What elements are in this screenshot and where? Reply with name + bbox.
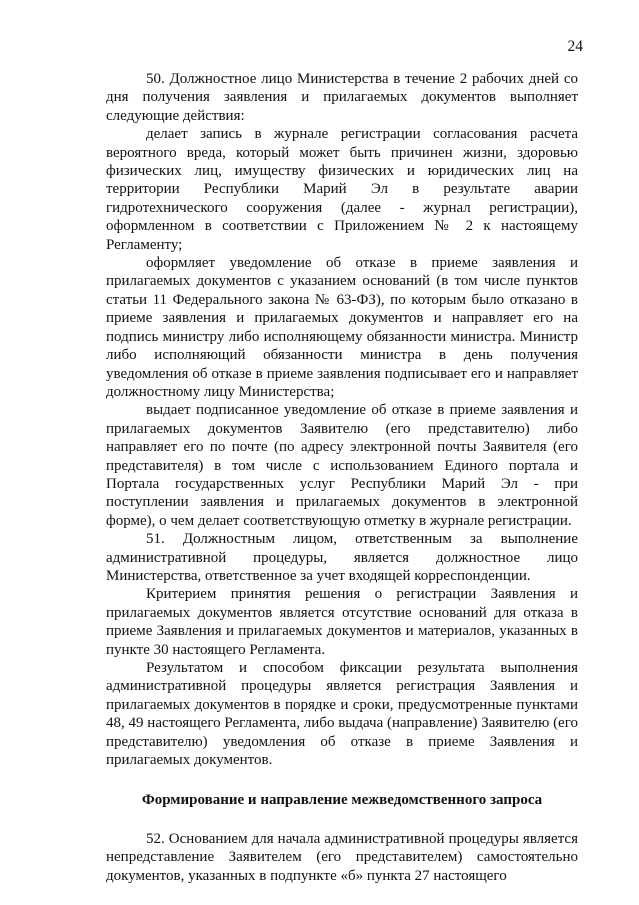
paragraph-action-refusal-notice: оформляет уведомление об отказе в приеме заявления и прилагаемых документов с указанием оснований (в том числе пунктов статьи 11 Федерального закона № 63-ФЗ), по которым было отказано в приеме заявления и прилагаемых документов и направляет его на подпись министру либо исполняющему обязанности министра. Министр либо исполняющий обязанности министра в день получения уведомления об отказе в приеме заявления подписывает его и направляет должностному лицу Министерства; <box>106 255 578 400</box>
paragraph-action-register: делает запись в журнале регистрации согласования расчета вероятного вреда, который может быть причинен жизни, здоровью физических лиц, имуществу физических и юридических лиц на территории Республики Марий Эл в результате аварии гидротехнического сооружения (далее - журнал регистрации), оформленном в соответствии с Приложением № 2 к настоящему Регламенту; <box>106 126 578 253</box>
page-content <box>106 70 578 885</box>
paragraph-decision-criterion: Критерием принятия решения о регистрации Заявления и прилагаемых документов является отсутствие оснований для отказа в приеме Заявления и прилагаемых документов и материалов, указанных в пункте 30 настоящего Регламента. <box>106 586 578 658</box>
paragraph-50: 50. Должностное лицо Министерства в течение 2 рабочих дней со дня получения заявления и прилагаемых документов выполняет следующие действия: <box>106 71 578 124</box>
paragraph-51: 51. Должностным лицом, ответственным за выполнение административной процедуры, является должностное лицо Министерства, ответственное за учет входящей корреспонденции. <box>106 531 578 584</box>
paragraph-result: Результатом и способом фиксации результата выполнения административной процедуры является регистрация Заявления и прилагаемых документов в порядке и сроки, предусмотренные пунктами 48, 49 настоящего Регламента, либо выдача (направление) Заявителю (его представителю) уведомления об отказе в приеме Заявления и прилагаемых документов. <box>106 660 578 769</box>
paragraph-52: 52. Основанием для начала административной процедуры является непредставление Заявителем (его представителем) самостоятельно документов, указанных в подпункте «б» пункта 27 настоящего <box>106 830 578 884</box>
paragraph-action-issue-notice: выдает подписанное уведомление об отказе в приеме заявления и прилагаемых документов Заявителю (его представителю) либо направляет его по почте (по адресу электронной почты Заявителя (его представителя) в том числе с использованием Единого портала и Портала государственных услуг Республики Марий Эл - при поступлении заявления и прилагаемых документов в электронной форме), о чем делает соответствующую отметку в журнале регистрации. <box>106 402 578 529</box>
section-heading: Формирование и направление межведомственного запроса <box>141 792 543 809</box>
page-number: 24 <box>567 38 583 55</box>
